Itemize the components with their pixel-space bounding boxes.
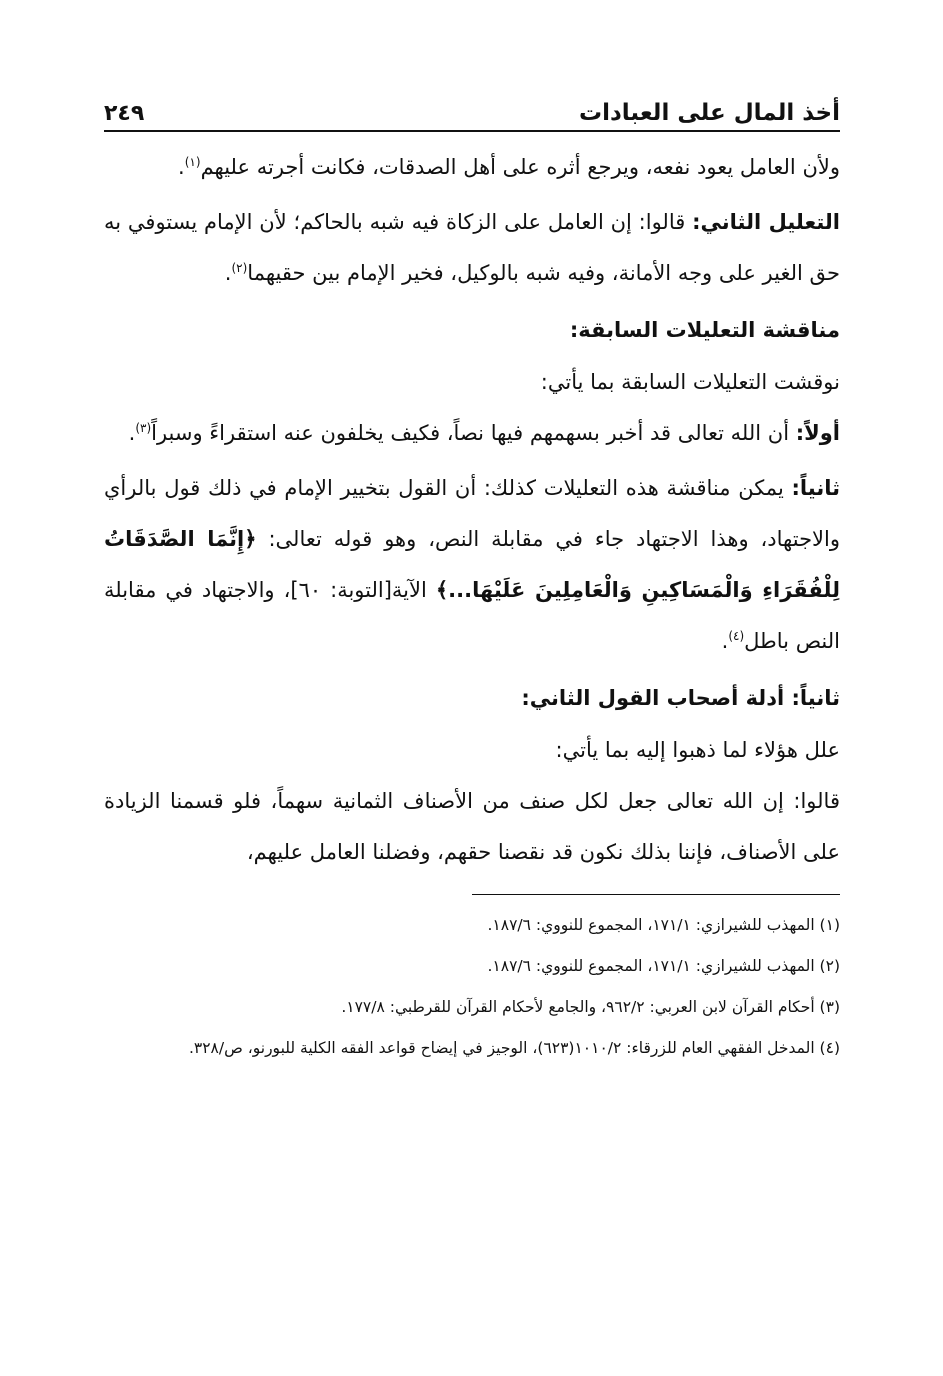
footnote-ref-1: (١): [184, 155, 201, 169]
page-number: ٢٤٩: [104, 101, 145, 126]
paragraph-5-text: يمكن مناقشة هذه التعليلات كذلك: أن القول بتخيير الإمام في ذلك قول بالرأي والاجتهاد، وهذا الاجتهاد جاء في مقابلة النص، وهو قوله تعالى:: [104, 476, 840, 551]
paragraph-5-continuation: الآية[التوبة: ٦٠]، والاجتهاد في مقابلة النص باطل: [104, 578, 840, 653]
footnote-separator: [472, 894, 840, 895]
first-point-label: أولاً:: [795, 421, 840, 445]
footnote-ref-4: (٤): [728, 629, 745, 643]
quran-verse: ﴿إِنَّمَا الصَّدَقَاتُ لِلْفُقَرَاءِ وَالْمَسَاكِينِ وَالْعَامِلِينَ عَلَيْهَا...﴾: [104, 527, 840, 602]
paragraph-2: التعليل الثاني: قالوا: إن العامل على الزكاة فيه شبه بالحاكم؛ لأن الإمام يستوفي به حق الغير على وجه الأمانة، وفيه شبه بالوكيل، فخير الإمام بين حقيهما$^{(٢)}$.: [104, 210, 840, 285]
footnote-ref-3: (٣): [135, 421, 152, 435]
paragraph-7: قالوا: إن الله تعالى جعل لكل صنف من الأصناف الثمانية سهماً، فلو قسمنا الزيادة على الأصناف، فإننا بذلك نكون قد نقصنا حقهم، وفضلنا العامل عليهم،: [104, 789, 840, 864]
paragraph-6: علل هؤلاء لما ذهبوا إليه بما يأتي:: [555, 738, 840, 762]
paragraph-3: نوقشت التعليلات السابقة بما يأتي:: [540, 370, 840, 394]
paragraph-5: ثانياً: يمكن مناقشة هذه التعليلات كذلك: أن القول بتخيير الإمام في ذلك قول بالرأي والاجتهاد، وهذا الاجتهاد جاء في مقابلة النص، وهو قوله تعالى: ﴿إِنَّمَا الصَّدَقَاتُ لِلْفُقَرَاءِ وَالْمَسَاكِينِ وَالْعَامِلِينَ عَلَيْهَا...﴾ الآية[التوبة: ٦٠]، والاجتهاد في مقابلة النص باطل$^{(٤)}$.: [104, 476, 840, 653]
second-reasoning-label: التعليل الثاني:: [692, 210, 840, 234]
footnote-3: (٣) أحكام القرآن لابن العربي: ٩٦٢/٢، والجامع لأحكام القرآن للقرطبي: ١٧٧/٨.: [341, 998, 840, 1016]
section-heading-discussion: مناقشة التعليلات السابقة:: [569, 318, 840, 342]
footnote-ref-2: (٢): [231, 261, 248, 275]
running-title: أخذ المال على العبادات: [579, 100, 840, 126]
footnote-2: (٢) المهذب للشيرازي: ١٧١/١، المجموع للنووي: ١٨٧/٦.: [487, 957, 840, 975]
paragraph-4-text: أن الله تعالى قد أخبر بسهمهم فيها نصاً، فكيف يخلفون عنه استقراءً وسبراً: [151, 421, 796, 445]
book-page: [104, 86, 840, 1073]
second-point-label: ثانياً:: [791, 476, 840, 500]
section-heading-second-opinion: ثانياً: أدلة أصحاب القول الثاني:: [521, 686, 840, 710]
footnotes: [104, 909, 840, 1065]
footnote-1: (١) المهذب للشيرازي: ١٧١/١، المجموع للنووي: ١٨٧/٦.: [487, 916, 840, 934]
paragraph-1: ولأن العامل يعود نفعه، ويرجع أثره على أهل الصدقات، فكانت أجرته عليهم$^{(١)}$.: [178, 155, 840, 179]
paragraph-1-text: ولأن العامل يعود نفعه، ويرجع أثره على أهل الصدقات، فكانت أجرته عليهم: [200, 155, 840, 179]
page-header: [104, 86, 840, 132]
paragraph-4: أولاً: أن الله تعالى قد أخبر بسهمهم فيها نصاً، فكيف يخلفون عنه استقراءً وسبراً$^{(٣)}$.: [128, 421, 840, 445]
main-text: [104, 142, 840, 878]
footnote-4: (٤) المدخل الفقهي العام للزرقاء: ١٠١٠/٢(٦٢٣)، الوجيز في إيضاح قواعد الفقه الكلية للبورنو، ص/٣٢٨.: [188, 1039, 840, 1057]
paragraph-2-text: قالوا: إن العامل على الزكاة فيه شبه بالحاكم؛ لأن الإمام يستوفي به حق الغير على وجه الأمانة، وفيه شبه بالوكيل، فخير الإمام بين حقيهما: [104, 210, 840, 285]
